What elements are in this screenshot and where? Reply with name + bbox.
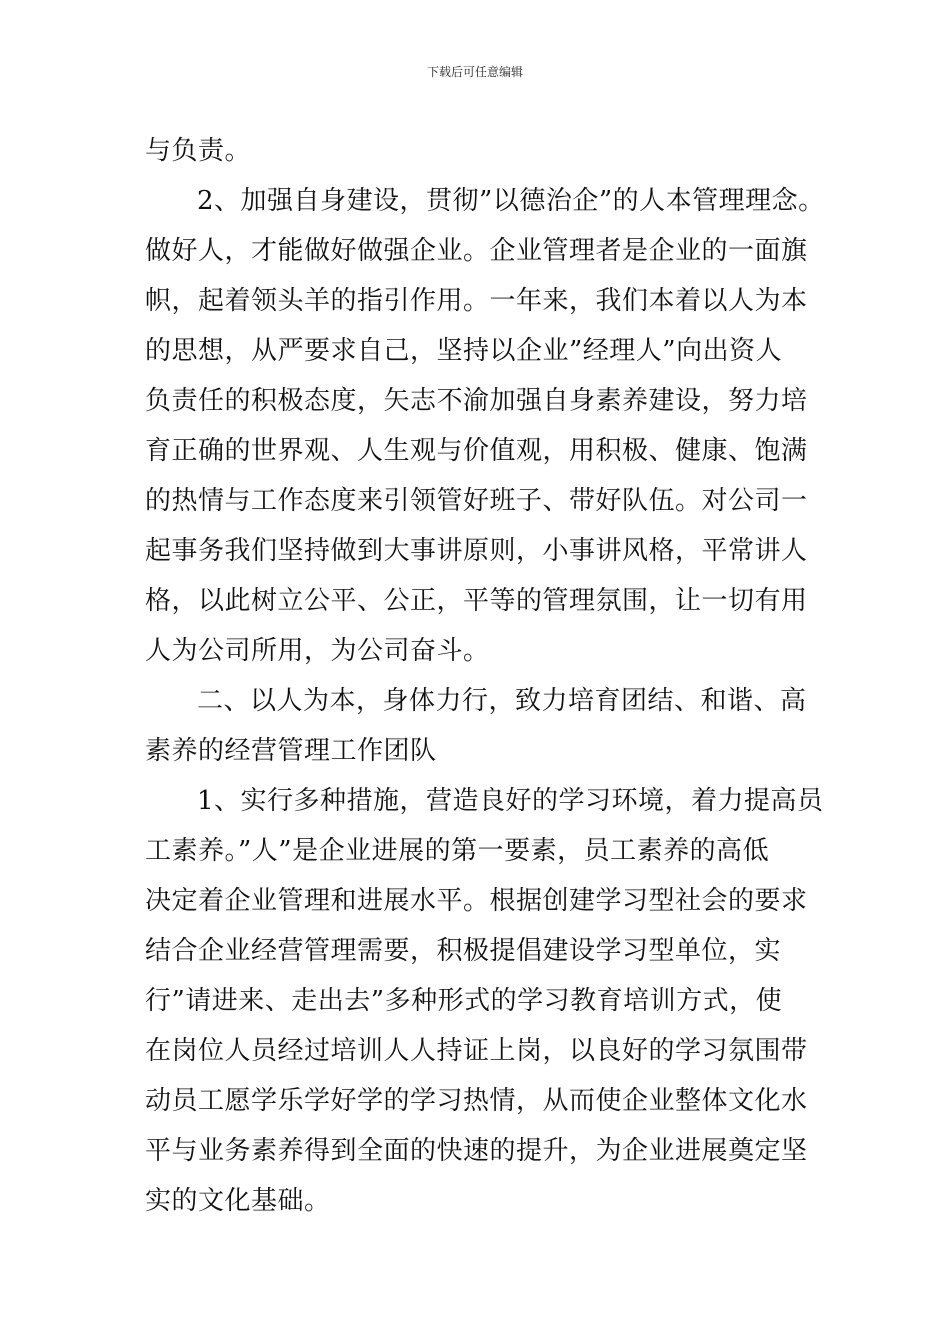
document-body xyxy=(145,126,825,1226)
text-line: 动员工愿学乐学好学的学习热情，从而使企业整体文化水 xyxy=(145,1086,808,1116)
text-line: 二、以人为本，身体力行，致力培育团结、和谐、高 xyxy=(197,686,807,716)
text-line: 格，以此树立公平、公正，平等的管理氛围，让一切有用 xyxy=(145,586,808,616)
paragraph-3 xyxy=(145,676,815,776)
text-line: 行”请进来、走出去”多种形式的学习教育培训方式，使 xyxy=(145,986,783,1016)
text-line: 1、实行多种措施，营造良好的学习环境，着力提高员 xyxy=(197,786,824,816)
paragraph-4 xyxy=(145,776,824,1226)
text-line: 在岗位人员经过培训人人持证上岗，以良好的学习氛围带 xyxy=(145,1036,808,1066)
text-line: 平与业务素养得到全面的快速的提升，为企业进展奠定坚 xyxy=(145,1136,808,1166)
paragraph-1 xyxy=(145,126,815,176)
text-line: 结合企业经营管理需要，积极提倡建设学习型单位，实 xyxy=(145,936,782,966)
text-line: 2、加强自身建设，贯彻”以德治企”的人本管理理念。 xyxy=(197,186,825,216)
text-line: 人为公司所用，为公司奋斗。 xyxy=(145,636,490,666)
text-line: 工素养。”人”是企业进展的第一要素，员工素养的高低 xyxy=(145,836,770,866)
text-line: 的思想，从严要求自己，坚持以企业”经理人”向出资人 xyxy=(145,336,783,366)
text-line: 做好人，才能做好做强企业。企业管理者是企业的一面旗 xyxy=(145,236,808,266)
paragraph-2 xyxy=(145,176,825,676)
text-line: 素养的经营管理工作团队 xyxy=(145,736,437,766)
text-line: 实的文化基础。 xyxy=(145,1186,331,1216)
text-line: 决定着企业管理和进展水平。根据创建学习型社会的要求 xyxy=(145,886,808,916)
text-line: 起事务我们坚持做到大事讲原则，小事讲风格，平常讲人 xyxy=(145,536,808,566)
text-line: 的热情与工作态度来引领管好班子、带好队伍。对公司一 xyxy=(145,486,808,516)
text-line: 负责任的积极态度，矢志不渝加强自身素养建设，努力培 xyxy=(145,386,808,416)
text-line: 帜，起着领头羊的指引作用。一年来，我们本着以人为本 xyxy=(145,286,808,316)
text-line: 育正确的世界观、人生观与价值观，用积极、健康、饱满 xyxy=(145,436,808,466)
page-header: 下载后可任意编辑 xyxy=(426,65,523,79)
text-line: 与负责。 xyxy=(145,136,252,166)
